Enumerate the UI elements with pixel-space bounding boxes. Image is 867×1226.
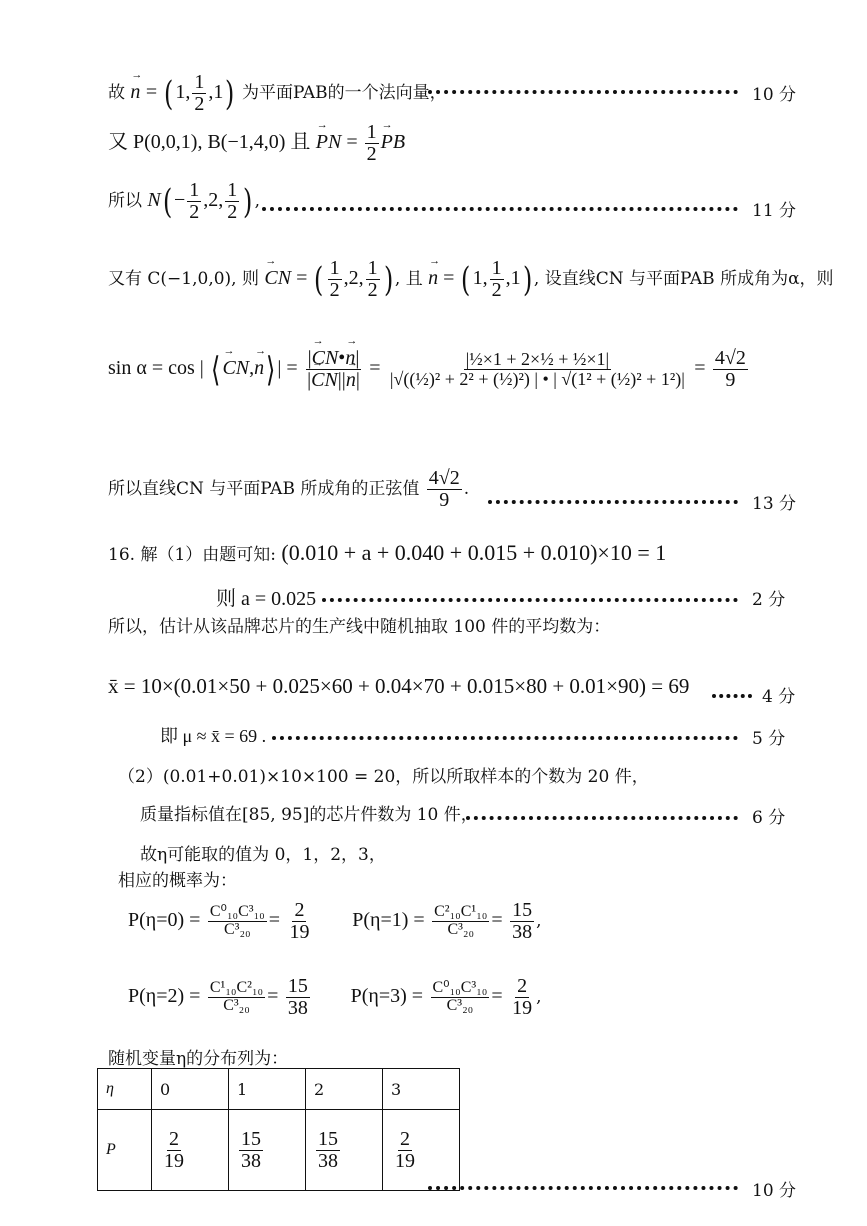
- p0-den: C³₂₀: [224, 921, 251, 938]
- p0-label: P(η=0) =: [128, 909, 201, 931]
- table-row: [98, 1110, 460, 1191]
- text-prefix: 所以: [108, 191, 142, 211]
- sine-text: 所以直线CN 与平面PAB 所成角的正弦值: [108, 479, 420, 499]
- p3-val-num: 2: [517, 975, 528, 997]
- line-sine-value: 所以直线CN 与平面PAB 所成角的正弦值 $\frac{4√2}{9}$ .: [108, 467, 470, 511]
- line-sin-alpha: sin α = cos | ⟨→ CN,→ n⟩| = $\frac{|\to CN•\to n|}{|\to CN||\to n|}$ = $\frac{\text{|½×1 + 2×½ + ½×1|}}{\text{|√((½)² + 2² + (½)²) | • | √(1² + (½)² + 1²)|}}$ = $\frac{4√2}{9}$: [108, 348, 750, 391]
- score-13: 13 分: [752, 494, 797, 514]
- result-den: 9: [725, 369, 736, 391]
- p1-den: C³₂₀: [447, 921, 475, 938]
- score-6: 6 分: [752, 808, 786, 828]
- text-c: , 设直线CN 与平面PAB 所成角为α，则: [533, 269, 834, 289]
- table-row-label: P: [98, 1110, 152, 1191]
- p2-label: P(η=2) =: [128, 985, 201, 1007]
- table-header-cell: 3: [383, 1069, 460, 1110]
- table-cell: $\frac{15}{38}$: [306, 1110, 383, 1191]
- score-11: 11 分: [752, 201, 797, 221]
- p2-val-den: 38: [287, 997, 308, 1019]
- p3-num: C⁰₁₀C³₁₀: [432, 979, 488, 997]
- p2-num: C¹₁₀C²₁₀: [209, 979, 264, 997]
- p1-val-den: 38: [512, 921, 533, 943]
- p1-val-num: 15: [512, 899, 533, 921]
- line-distribution-intro: 随机变量η的分布列为：: [108, 1049, 289, 1069]
- line-quality-range: 质量指标值在[85, 95]的芯片件数为 10 件，: [140, 805, 478, 825]
- sine-num: 4√2: [428, 467, 460, 489]
- equation: (0.010 + a + 0.040 + 0.015 + 0.010)×10 = 1: [281, 540, 667, 565]
- p2-den: C³₂₀: [223, 997, 250, 1014]
- sine-den: 9: [439, 489, 450, 511]
- score-10: 10 分: [752, 85, 797, 105]
- score-10-final: 10 分: [752, 1181, 797, 1201]
- distribution-table: [97, 1068, 460, 1191]
- p0-val-den: 19: [289, 921, 310, 943]
- prob-row-1: P(η=0) = $\frac{\text{C⁰₁₀C³₁₀}}{\text{C³₂₀}}$ = $\frac{2}{19}$ P(η=1) = $\frac{\text{C²₁₀C¹₁₀}}{\text{C³₂₀}}$ = $\frac{15}{38}$ ,: [128, 899, 542, 943]
- p1-label: P(η=1) =: [352, 909, 425, 931]
- table-header-cell: 2: [306, 1069, 383, 1110]
- line-point-n: 所以 N(− $\frac{1}{2}$ ,2, $\frac{1}{2}$ ) ,: [108, 179, 260, 223]
- score-4: 4 分: [762, 687, 796, 707]
- score-5: 5 分: [752, 729, 786, 749]
- line-probability-intro: 相应的概率为：: [118, 871, 237, 891]
- dot-leader: [428, 90, 738, 94]
- result-num: 4√2: [714, 347, 746, 369]
- dot-leader: [322, 598, 738, 602]
- line-problem-16: [108, 540, 666, 566]
- table-cell: $\frac{2}{19}$: [383, 1110, 460, 1191]
- p0-val-num: 2: [294, 899, 305, 921]
- table-cell: $\frac{2}{19}$: [152, 1110, 229, 1191]
- line-mu: 即 μ ≈ x̄ = 69 .: [160, 726, 267, 746]
- normal-vector-text: 为平面PAB的一个法向量，: [242, 83, 447, 103]
- points-text: 又 P(0,0,1), B(−1,4,0) 且: [108, 131, 311, 153]
- problem-label: 16. 解（1）由题可知:: [108, 545, 276, 565]
- table-header-row: [98, 1069, 460, 1110]
- dot-leader: [262, 207, 738, 211]
- line-normal-vector: 故 → n = (1, $\frac{1}{2}$ ,1) 为平面PAB的一个法向量，: [108, 72, 447, 115]
- dot-leader: [272, 736, 738, 740]
- p1-num: C²₁₀C¹₁₀: [434, 903, 488, 921]
- vector-n: → n: [130, 81, 140, 104]
- table-header-cell: 1: [229, 1069, 306, 1110]
- text-prefix: 故: [108, 83, 125, 103]
- line-points: 又 P(0,0,1), B(−1,4,0) 且 → PN = $\frac{1}{2}$ → PB: [108, 122, 405, 165]
- line-sample-count: （2）(0.01+0.01)×10×100 = 20，所以所取样本的个数为 20 件，: [118, 767, 649, 787]
- score-2: 2 分: [752, 590, 786, 610]
- text-a: 又有 C(−1,0,0), 则: [108, 269, 259, 289]
- table-header-cell: 0: [152, 1069, 229, 1110]
- p3-val-den: 19: [512, 997, 533, 1019]
- line-eta-values: 故η可能取的值为 0，1，2，3，: [140, 845, 386, 865]
- line-a-value: 则 a = 0.025: [216, 588, 317, 610]
- text-b: , 且: [394, 269, 423, 289]
- dot-leader: [428, 1186, 738, 1190]
- line-average-intro: 所以，估计从该品牌芯片的生产线中随机抽取 100 件的平均数为：: [108, 617, 611, 637]
- p3-den: C³₂₀: [446, 997, 474, 1014]
- prob-row-2: P(η=2) = $\frac{\text{C¹₁₀C²₁₀}}{\text{C³₂₀}}$ = $\frac{15}{38}$ P(η=3) = $\frac{\text{C⁰₁₀C³₁₀}}{\text{C³₂₀}}$ = $\frac{2}{19}$ ,: [128, 975, 542, 1019]
- line-mean-calc: x̄ = 10×(0.01×50 + 0.025×60 + 0.04×70 + 0.015×80 + 0.01×90) = 69: [108, 674, 690, 698]
- p0-num: C⁰₁₀C³₁₀: [209, 903, 265, 921]
- table-cell: $\frac{15}{38}$: [229, 1110, 306, 1191]
- dot-leader: [466, 816, 738, 820]
- dot-leader: [712, 694, 752, 698]
- sin-lhs: sin α = cos |: [108, 357, 204, 379]
- p2-val-num: 15: [287, 975, 308, 997]
- table-header-cell: η: [98, 1069, 152, 1110]
- p3-label: P(η=3) =: [350, 985, 424, 1007]
- line-cn-vector: 又有 C(−1,0,0), 则 → CN = ( $\frac{1}{2}$ ,2, $\frac{1}{2}$ ) , 且 → n = (1, $\frac{1}{2}$ ,1) , 设直线CN 与平面PAB 所成角为α，则: [108, 258, 834, 301]
- dot-leader: [488, 500, 738, 504]
